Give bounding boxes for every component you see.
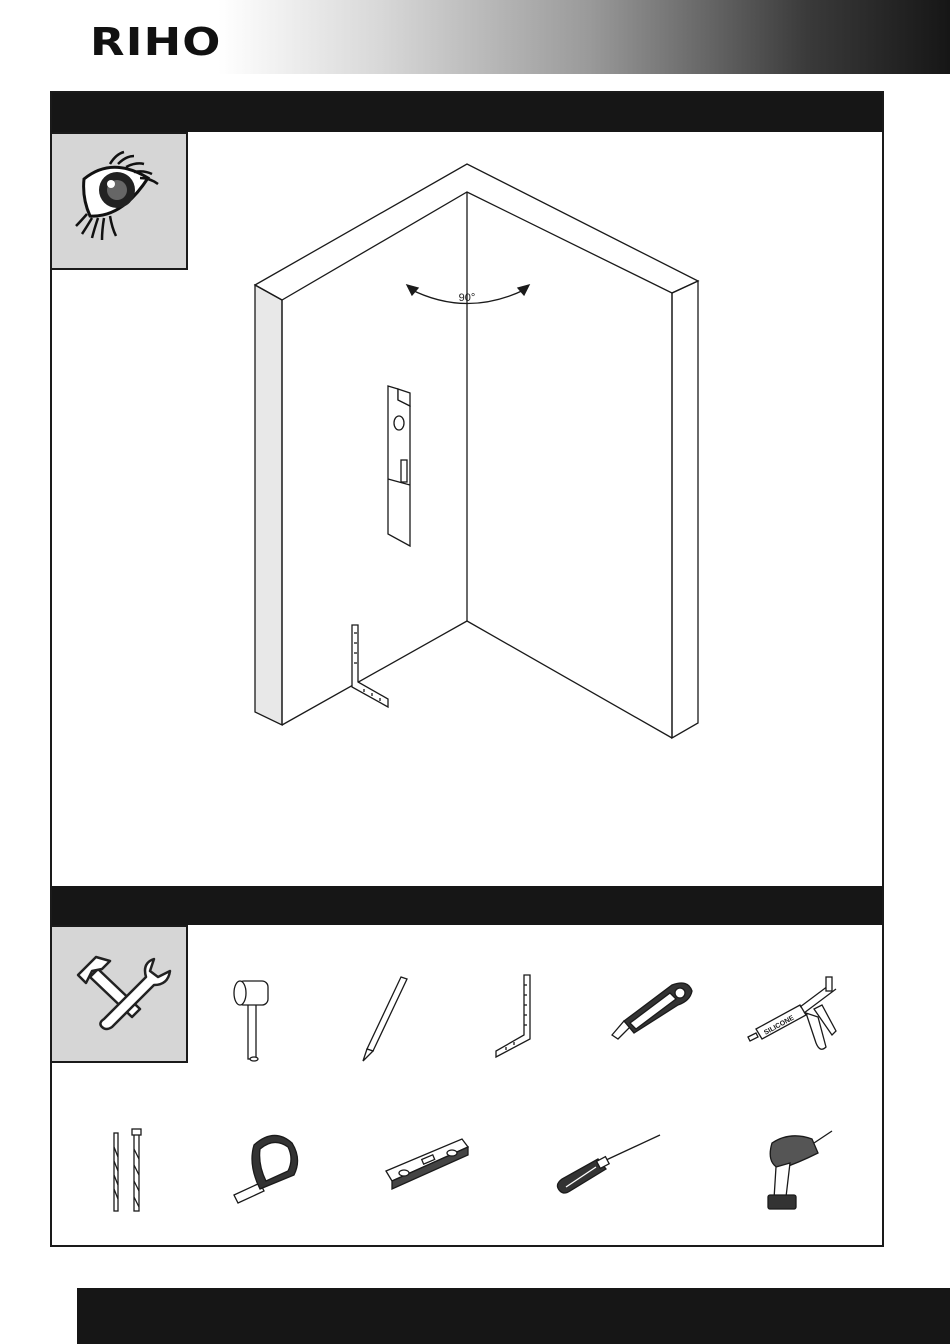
footer-bar (77, 1288, 950, 1344)
cordless-drill-icon (750, 1123, 840, 1215)
drill-bits-icon (106, 1127, 146, 1213)
wall-corner-illustration (52, 93, 882, 853)
angle-label: 90° (458, 292, 476, 304)
rubber-mallet-icon (230, 973, 278, 1063)
header-gradient-bar (0, 0, 950, 74)
brand-logo: RIHO (90, 20, 222, 64)
tape-measure-icon (230, 1125, 304, 1205)
instruction-panel (50, 91, 884, 1247)
hammer-wrench-icon (52, 927, 186, 1061)
pencil-icon (357, 975, 409, 1063)
utility-knife-icon (608, 977, 698, 1045)
screwdriver-icon (552, 1129, 666, 1199)
silicone-label: SILICONE (763, 1014, 796, 1037)
square-ruler-icon (492, 973, 534, 1063)
tools-header-bar (52, 886, 882, 925)
spirit-level-icon (382, 1129, 472, 1197)
tools-icon-box (52, 925, 188, 1063)
silicone-gun-icon (742, 973, 842, 1063)
